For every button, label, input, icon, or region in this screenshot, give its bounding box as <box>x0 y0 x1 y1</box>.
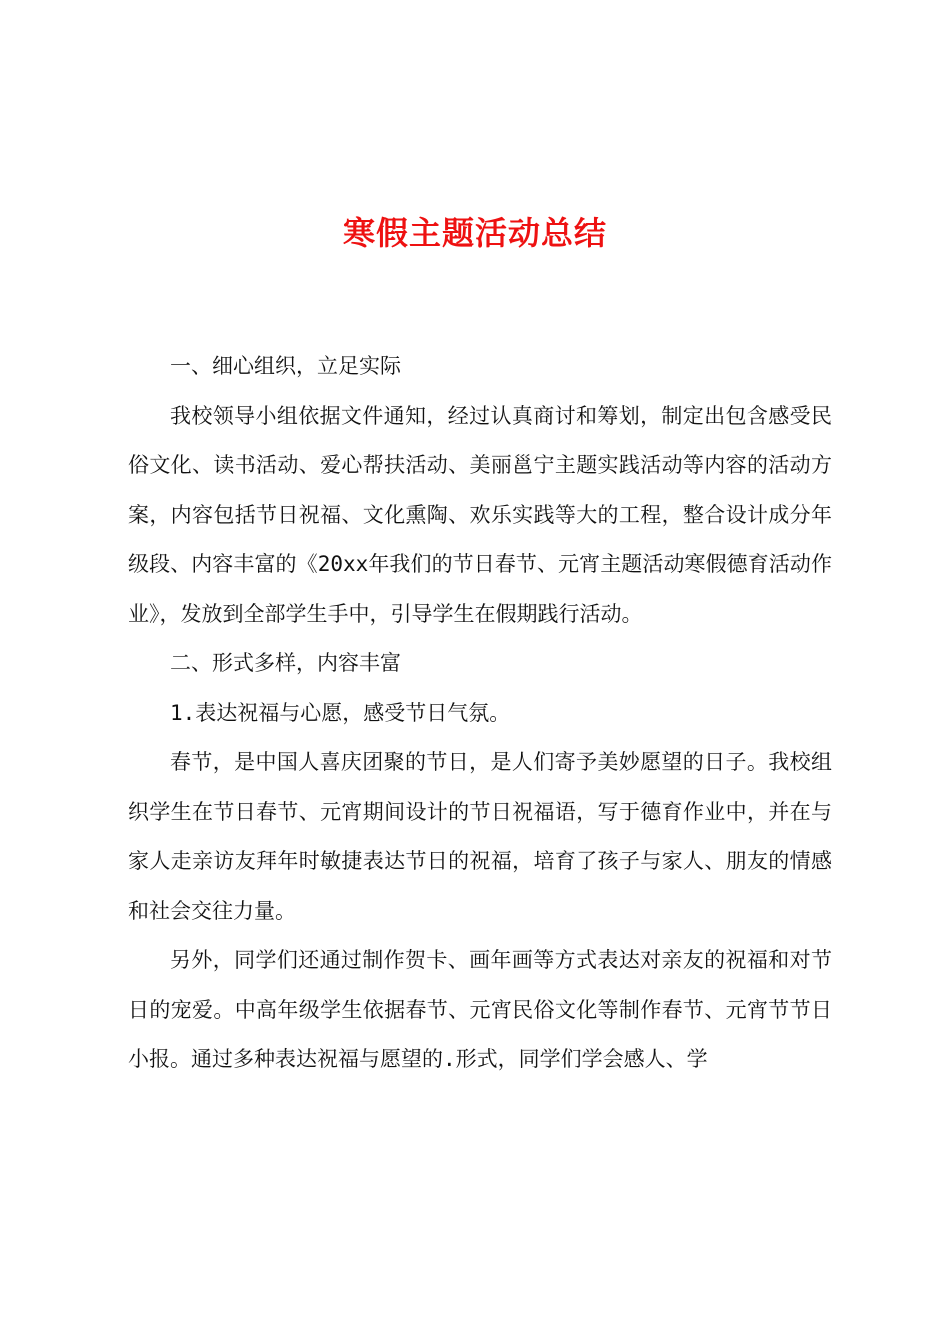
paragraph-1: 我校领导小组依据文件通知，经过认真商讨和筹划，制定出包含感受民俗文化、读书活动、爱心帮扶活动、美丽邕宁主题实践活动等内容的活动方案，内容包括节日祝福、文化熏陶、欢乐实践等大的工程，整合设计成分年级段、内容丰富的《20xx年我们的节日春节、元宵主题活动寒假德育活动作业》，发放到全部学生手中，引导学生在假期践行活动。 <box>128 403 832 626</box>
paragraph-2: 春节，是中国人喜庆团聚的节日，是人们寄予美妙愿望的日子。我校组织学生在节日春节、元宵期间设计的节日祝福语，写于德育作业中，并在与家人走亲访友拜年时敏捷表达节日的祝福，培育了孩子与家人、朋友的情感和社会交往力量。 <box>128 750 832 923</box>
subheading-1: 1.表达祝福与心愿，感受节日气氛。 <box>170 700 511 725</box>
paragraph-3: 另外，同学们还通过制作贺卡、画年画等方式表达对亲友的祝福和对节日的宠爱。中高年级学生依据春节、元宵民俗文化等制作春节、元宵节节日小报。通过多种表达祝福与愿望的.形式，同学们学会感人、学 <box>128 948 832 1071</box>
document-title: 寒假主题活动总结 <box>342 214 607 252</box>
section-heading-1: 一、细心组织，立足实际 <box>170 354 401 378</box>
document-body <box>128 342 832 1085</box>
section-heading-2: 二、形式多样，内容丰富 <box>170 651 401 675</box>
